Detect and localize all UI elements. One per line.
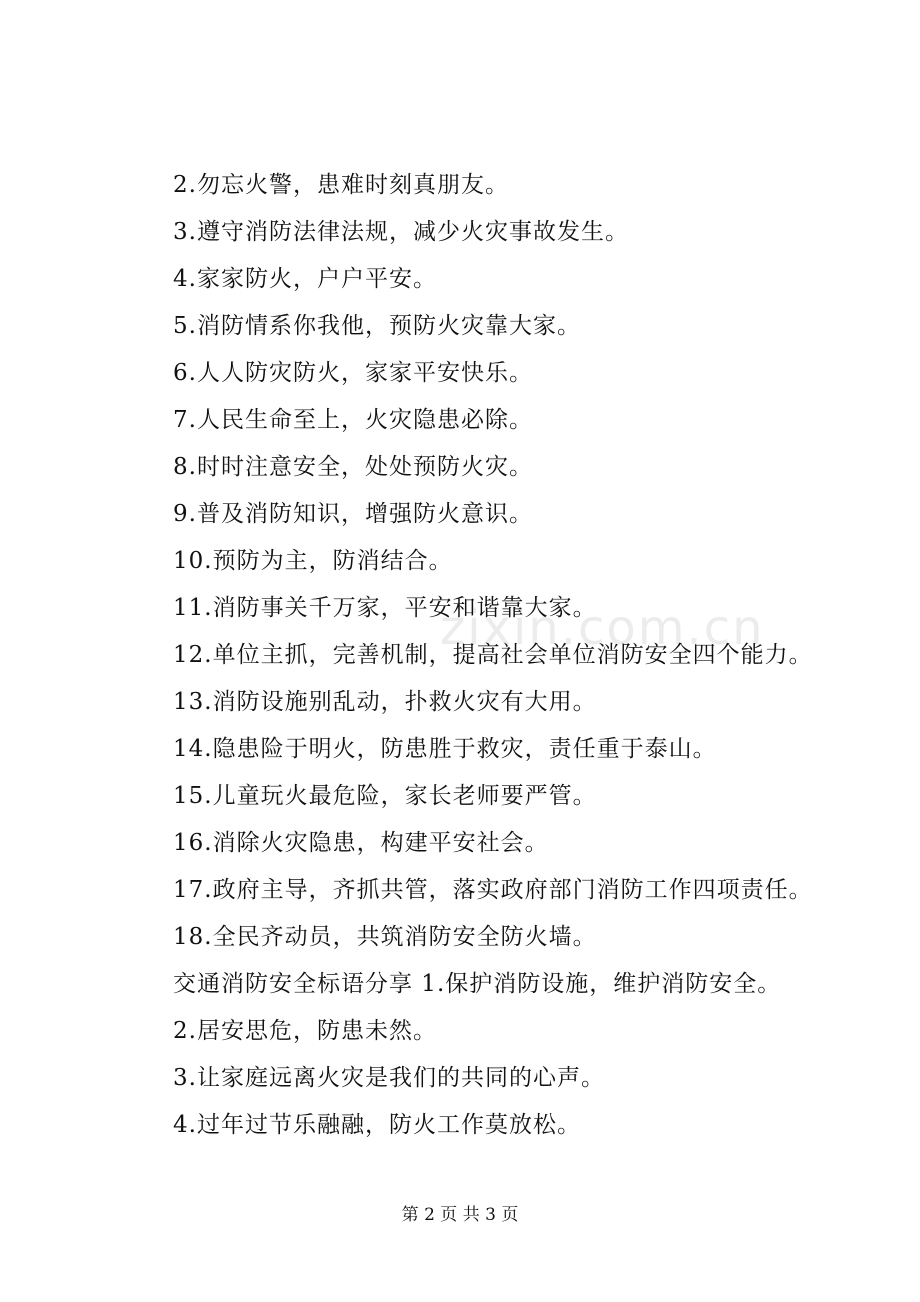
slogan-line: 17.政府主导，齐抓共管，落实政府部门消防工作四项责任。 — [173, 877, 813, 903]
slogan-line: 3.遵守消防法律法规，减少火灾事故发生。 — [173, 219, 629, 245]
slogan-line: 10.预防为主，防消结合。 — [173, 548, 453, 574]
slogan-list — [173, 162, 873, 1149]
slogan-line: 14.隐患险于明火，防患胜于救灾，责任重于泰山。 — [173, 736, 717, 762]
slogan-line: 18.全民齐动员，共筑消防安全防火墙。 — [173, 924, 597, 950]
page-footer: 第 2 页 共 3 页 — [401, 1205, 519, 1225]
slogan-line: 3.让家庭远离火灾是我们的共同的心声。 — [173, 1065, 605, 1091]
slogan-line: 11.消防事关千万家，平安和谐靠大家。 — [173, 595, 597, 621]
section-heading-line: 交通消防安全标语分享 1.保护消防设施，维护消防安全。 — [173, 971, 782, 997]
slogan-line: 12.单位主抓，完善机制，提高社会单位消防安全四个能力。 — [173, 642, 813, 668]
slogan-line: 13.消防设施别乱动，扑救火灾有大用。 — [173, 689, 597, 715]
slogan-line: 16.消除火灾隐患，构建平安社会。 — [173, 830, 549, 856]
slogan-line: 2.居安思危，防患未然。 — [173, 1018, 437, 1044]
slogan-line: 9.普及消防知识，增强防火意识。 — [173, 501, 533, 527]
slogan-line: 6.人人防灾防火，家家平安快乐。 — [173, 360, 533, 386]
slogan-line: 7.人民生命至上，火灾隐患必除。 — [173, 407, 533, 433]
slogan-line: 4.过年过节乐融融，防火工作莫放松。 — [173, 1112, 581, 1138]
slogan-line: 15.儿童玩火最危险，家长老师要严管。 — [173, 783, 597, 809]
slogan-line: 2.勿忘火警，患难时刻真朋友。 — [173, 172, 509, 198]
slogan-line: 8.时时注意安全，处处预防火灾。 — [173, 454, 533, 480]
slogan-line: 4.家家防火，户户平安。 — [173, 266, 437, 292]
watermark: zixin.com.cn — [440, 600, 765, 656]
slogan-line: 5.消防情系你我他，预防火灾靠大家。 — [173, 313, 581, 339]
